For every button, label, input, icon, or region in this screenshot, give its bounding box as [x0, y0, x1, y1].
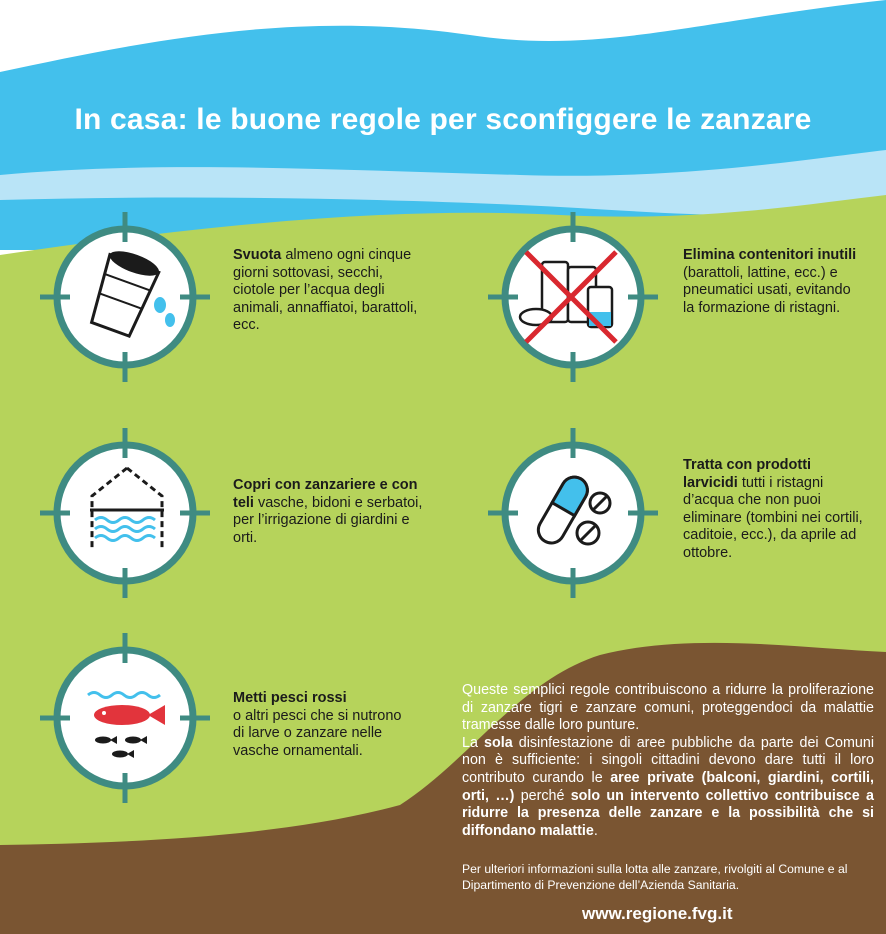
- target-eliminate-containers: [488, 212, 658, 382]
- rule-fish: Metti pesci rossi o altri pesci che si nutrono di larve o zanzare nelle vasche ornamentali.: [233, 690, 402, 759]
- rule-larvicides: Tratta con prodotti larvicidi tutti i ristagni d’acqua che non puoi eliminare (tombini nei cortili, caditoie, ecc.), da aprile ad ottobre.: [683, 457, 863, 561]
- target-fish: [40, 633, 210, 803]
- footnote: Per ulteriori informazioni sulla lotta alle zanzare, rivolgiti al Comune e al Dipartimento di Prevenzione dell’Azienda Sanitaria.: [462, 862, 848, 892]
- rule-eliminate: Elimina contenitori inutili (barattoli, lattine, ecc.) e pneumatici usati, evitando la formazione di ristagni.: [683, 247, 857, 316]
- target-larvicides: [488, 428, 658, 598]
- target-empty-containers: [40, 212, 210, 382]
- website-link[interactable]: www.regione.fvg.it: [582, 904, 733, 923]
- rule-empty: Svuota almeno ogni cinque giorni sottovasi, secchi, ciotole per l’acqua degli animali, annaffiatoi, barattoli, ecc.: [233, 247, 418, 333]
- info-paragraph-2: La sola disinfestazione di aree pubbliche da parte dei Comuni non è sufficiente: i singoli cittadini devono dare tutti il loro contributo curando le aree private (balconi, giardini, cortili, orti, …) perché solo un intervento collettivo contribuisce a ridurre la presenza delle zanzare e la possibilità che si diffondano malattie.: [462, 734, 875, 839]
- rule-cover: Copri con zanzariere e con teli vasche, bidoni e serbatoi, per l’irrigazione di giardini e orti.: [233, 477, 423, 546]
- info-paragraph-1: Queste semplici regole contribuiscono a ridurre la proliferazione di zanzare tigri e zanzare comuni, proteggendoci da malattie tramesse dalle loro punture.: [462, 682, 874, 734]
- info-text: [462, 682, 874, 840]
- page-title: In casa: le buone regole per sconfiggere le zanzare: [74, 103, 812, 136]
- target-cover-nets: [40, 428, 210, 598]
